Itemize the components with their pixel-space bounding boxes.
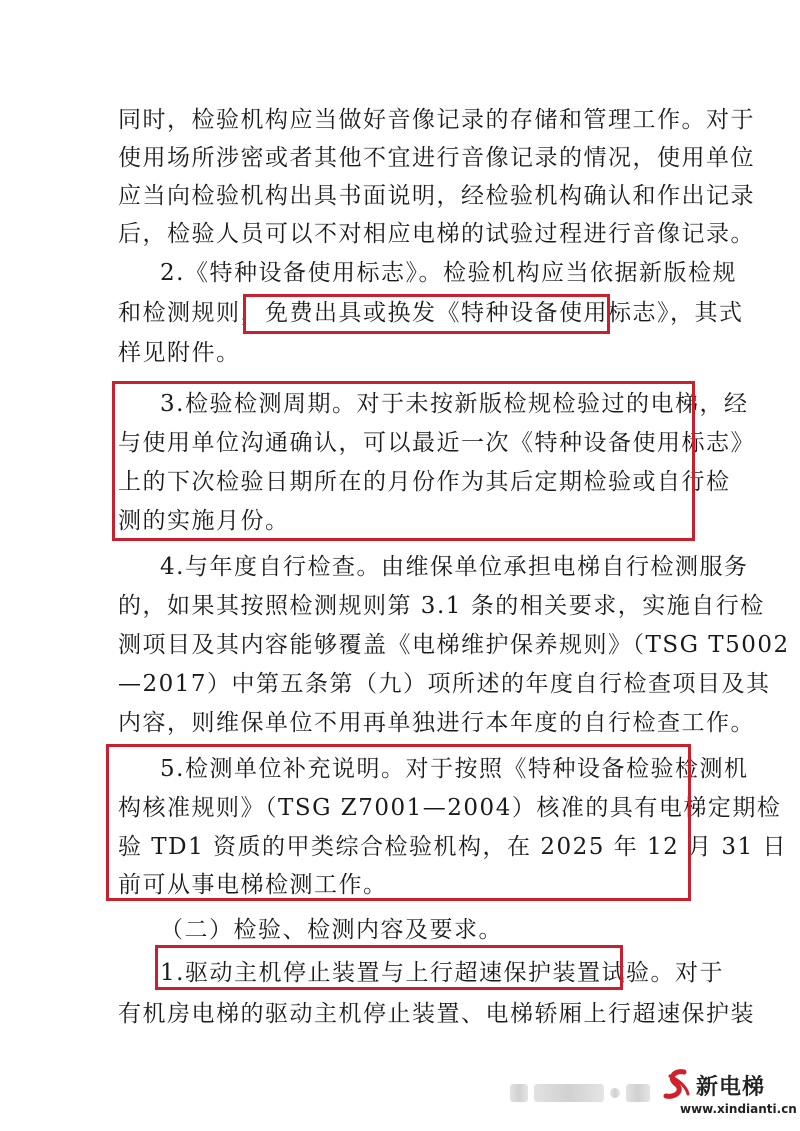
brand-name: 新电梯 [696, 1075, 766, 1100]
text-line-17: 5.检测单位补充说明。对于按照《特种设备检验检测机 [160, 756, 749, 782]
text-line-11: 测的实施月份。 [118, 508, 290, 534]
text-line-9: 与使用单位沟通确认，可以最近一次《特种设备使用标志》 [118, 430, 755, 456]
text-line-6: 和检测规则，免费出具或换发《特种设备使用标志》，其式 [118, 300, 744, 326]
site-logo [662, 1068, 797, 1128]
text-line-23: 有机房电梯的驱动主机停止装置、电梯轿厢上行超速保护装 [118, 1001, 755, 1027]
text-line-4: 后，检验人员可以不对相应电梯的试验过程进行音像记录。 [118, 221, 755, 247]
text-line-18: 构核准规则》（TSG Z7001—2004）核准的具有电梯定期检 [118, 795, 782, 821]
text-line-7: 样见附件。 [118, 340, 241, 366]
text-line-14: 测项目及其内容能够覆盖《电梯维护保养规则》（TSG T5002 [118, 632, 790, 658]
text-line-22: 1.驱动主机停止装置与上行超速保护装置试验。对于 [160, 960, 724, 986]
text-line-12: 4.与年度自行检查。由维保单位承担电梯自行检测服务 [160, 554, 749, 580]
text-line-20: 前可从事电梯检测工作。 [118, 872, 388, 898]
text-line-13: 的，如果其按照检测规则第 3.1 条的相关要求，实施自行检 [118, 593, 765, 619]
brand-url: www.xindianti.cn [680, 1102, 797, 1116]
text-line-10: 上的下次检验日期所在的月份作为其后定期检验或自行检 [118, 469, 731, 495]
text-line-15: —2017）中第五条第（九）项所述的年度自行检查项目及其 [118, 671, 771, 697]
xindianti-logo-icon [662, 1068, 696, 1102]
blurred-watermark [510, 1075, 650, 1111]
text-line-1: 同时，检验机构应当做好音像记录的存储和管理工作。对于 [118, 107, 755, 133]
text-line-2: 使用场所涉密或者其他不宜进行音像记录的情况，使用单位 [118, 145, 755, 171]
text-line-8: 3.检验检测周期。对于未按新版检规检验过的电梯，经 [160, 391, 749, 417]
text-line-19: 验 TD1 资质的甲类综合检验机构，在 2025 年 12 月 31 日 [118, 834, 787, 860]
text-line-21: （二）检验、检测内容及要求。 [160, 917, 503, 943]
text-line-16: 内容，则维保单位不用再单独进行本年度的自行检查工作。 [118, 710, 755, 736]
text-line-5: 2.《特种设备使用标志》。检验机构应当依据新版检规 [160, 260, 737, 286]
text-line-3: 应当向检验机构出具书面说明，经检验机构确认和作出记录 [118, 183, 755, 209]
